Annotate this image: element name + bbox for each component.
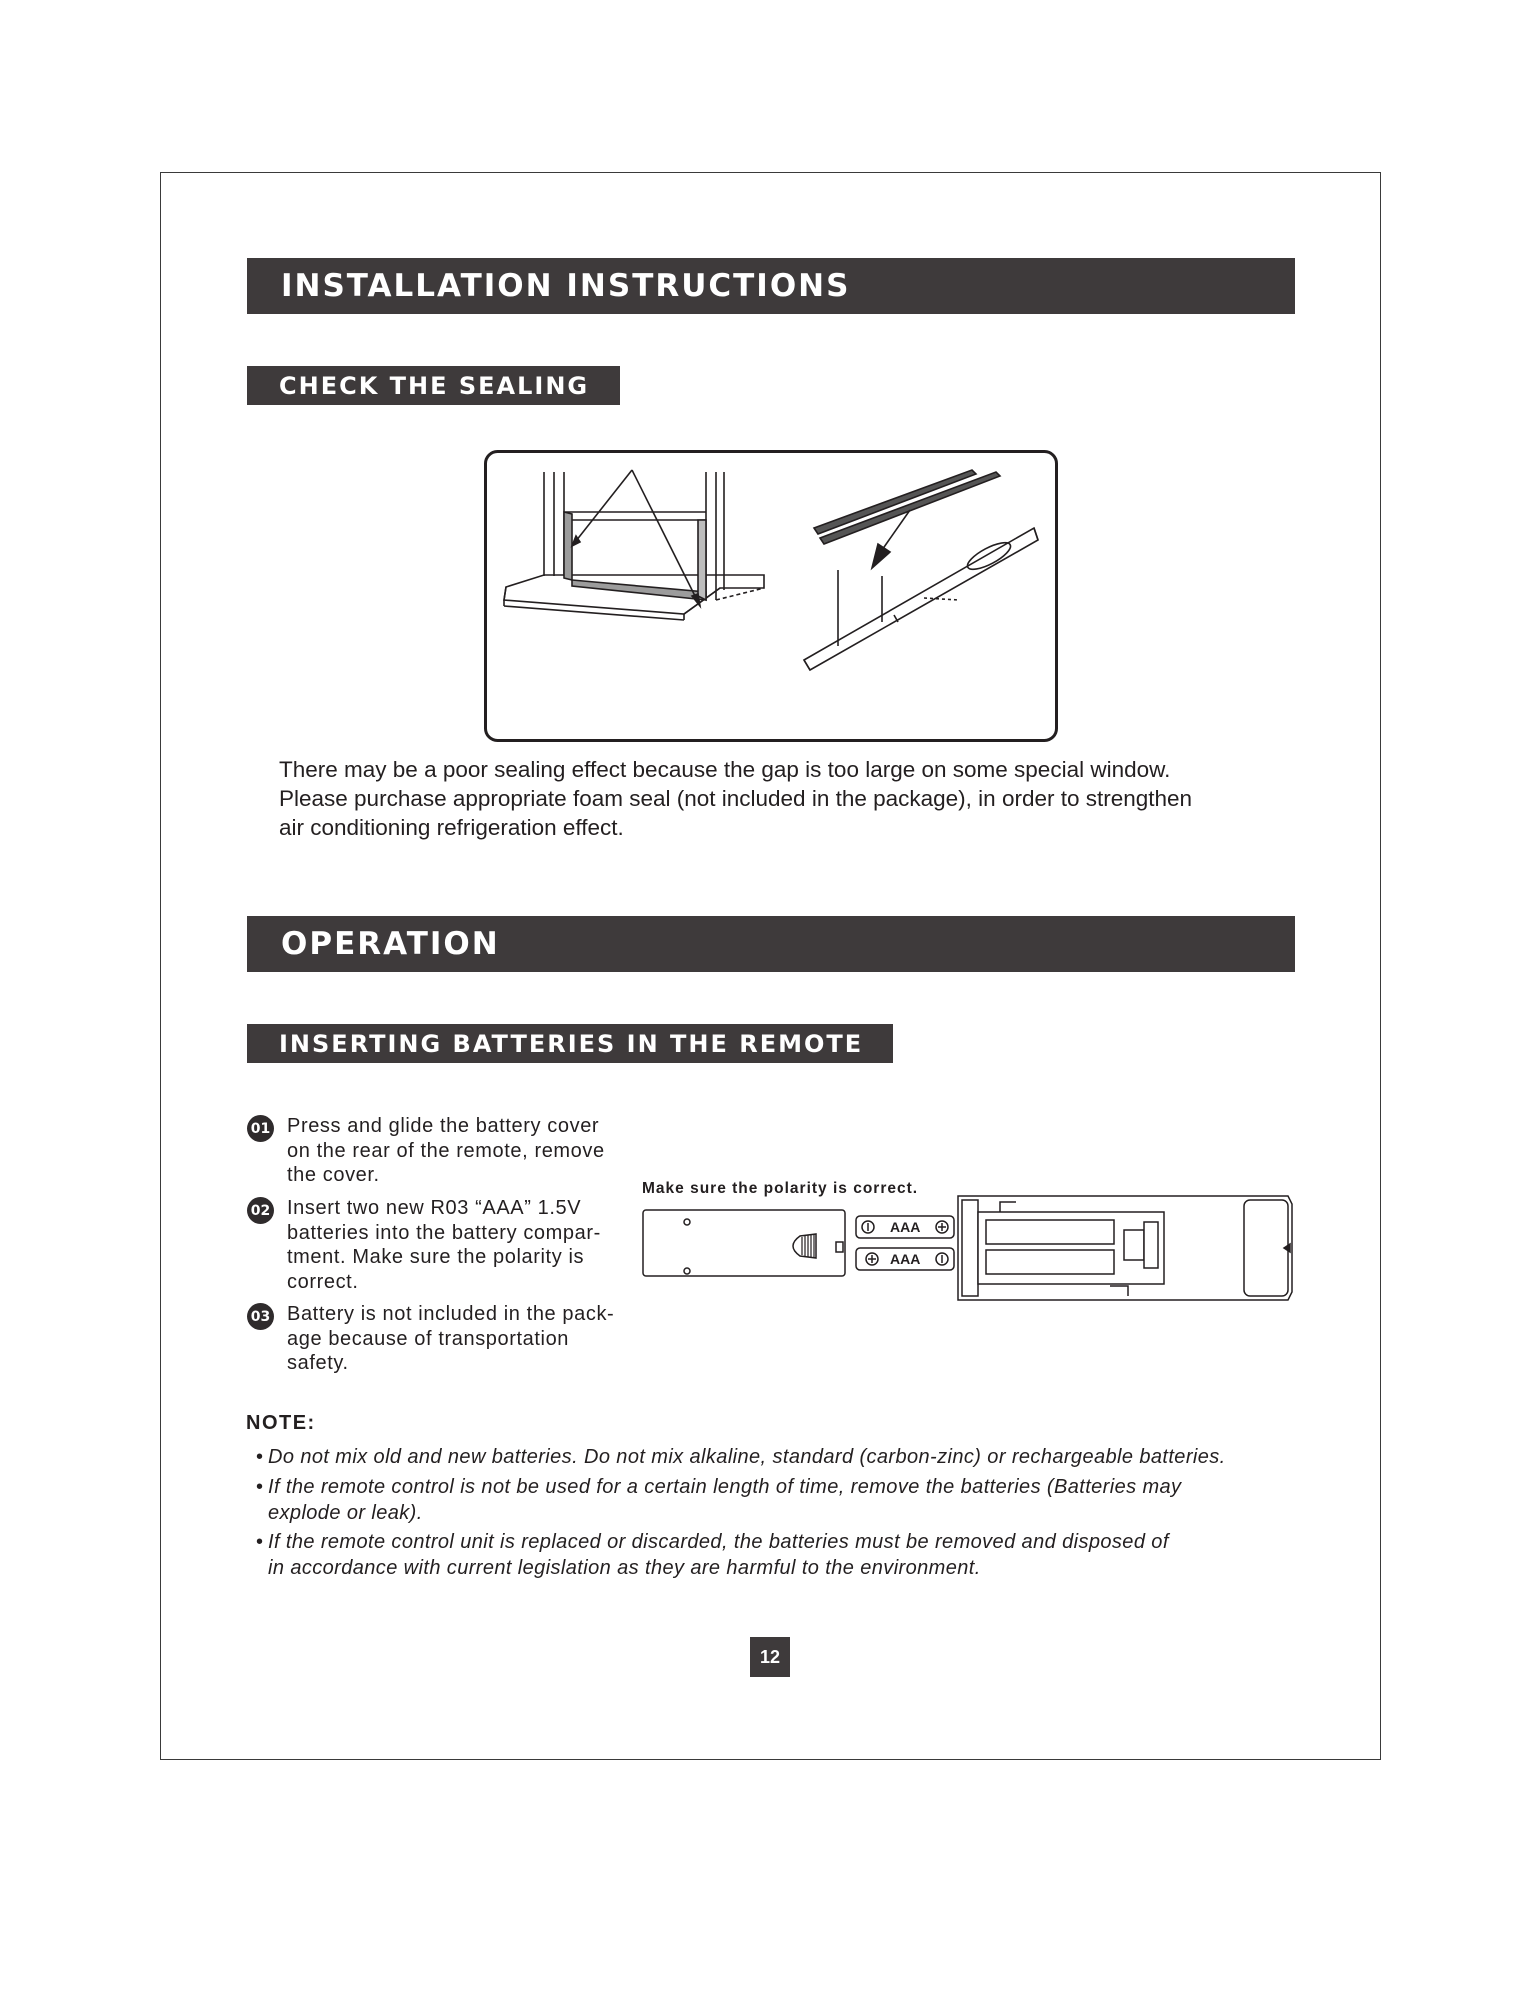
step-line: on the rear of the remote, remove [287, 1139, 605, 1162]
step-line: batteries into the battery compar- [287, 1221, 601, 1244]
sealing-paragraph [279, 755, 1192, 842]
section-title-operation: OPERATION [247, 916, 1295, 972]
bullet: • [256, 1446, 264, 1468]
step-line: Press and glide the battery cover [287, 1115, 600, 1137]
sealing-illustration [484, 450, 1058, 742]
polarity-caption: Make sure the polarity is correct. [642, 1180, 919, 1197]
section-title-installation: INSTALLATION INSTRUCTIONS [247, 258, 1295, 314]
step-line: age because of transportation [287, 1327, 570, 1350]
note-line: If the remote control unit is replaced or discarded, the batteries must be removed and disposed of [268, 1531, 1169, 1553]
battery-label: AAA [890, 1251, 921, 1267]
note-line: explode or leak). [268, 1502, 423, 1524]
sealing-line: Please purchase appropriate foam seal (not included in the package), in order to strengthen [279, 786, 1193, 811]
step-line: tment. Make sure the polarity is [287, 1246, 585, 1268]
note-title: NOTE: [246, 1412, 316, 1434]
note-line: in accordance with current legislation as they are harmful to the environment. [268, 1557, 981, 1579]
subsection-title-sealing: CHECK THE SEALING [247, 366, 620, 405]
note-line: Do not mix old and new batteries. Do not mix alkaline, standard (carbon-zinc) or rechargeable batteries. [268, 1446, 1226, 1468]
remote-battery-illustration [640, 1192, 1295, 1304]
step-line: Insert two new R03 “AAA” 1.5V [287, 1197, 582, 1219]
page-number: 12 [750, 1637, 790, 1677]
subsection-title-batteries: INSERTING BATTERIES IN THE REMOTE [247, 1024, 893, 1063]
step-line: correct. [287, 1270, 359, 1293]
step-number: 02 [247, 1197, 274, 1224]
battery-label: AAA [890, 1219, 921, 1235]
sealing-line: There may be a poor sealing effect because the gap is too large on some special window. [279, 757, 1171, 782]
sealing-line: air conditioning refrigeration effect. [279, 815, 624, 840]
step-number: 03 [247, 1303, 274, 1330]
bullet: • [256, 1476, 264, 1498]
step-line: safety. [287, 1352, 349, 1374]
note-line: If the remote control is not be used for a certain length of time, remove the batteries (Batteries may [268, 1476, 1182, 1498]
step-line: the cover. [287, 1164, 380, 1186]
step-line: Battery is not included in the pack- [287, 1303, 615, 1325]
step-number: 01 [247, 1115, 274, 1142]
bullet: • [256, 1531, 264, 1553]
